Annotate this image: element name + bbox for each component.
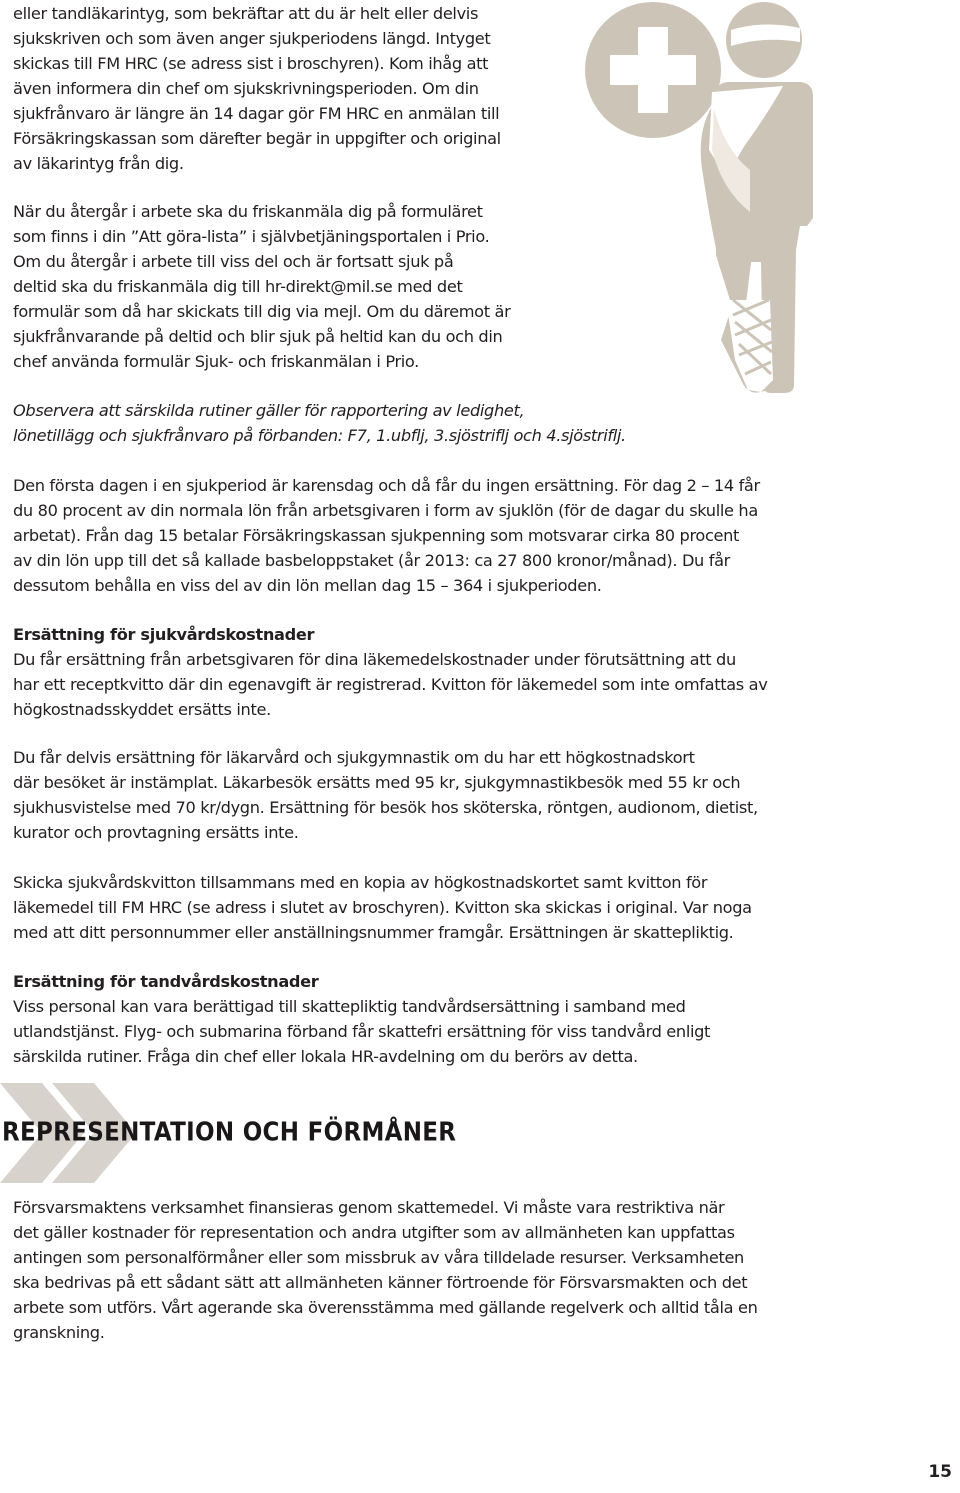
observe-note — [13, 398, 626, 448]
text-line: kurator och provtagning ersätts inte. — [13, 823, 299, 842]
text-line: du 80 procent av din normala lön från arbetsgivaren i form av sjuklön (för de dagar du skulle ha — [13, 501, 758, 520]
text-line: ska bedrivas på ett sådant sätt att allmänheten känner förtroende för Försvarsmakten och det — [13, 1273, 748, 1292]
text-line: sjukfrånvaro är längre än 14 dagar gör FM HRC en anmälan till — [13, 104, 500, 123]
intro-paragraph — [13, 1, 501, 176]
text-line: även informera din chef om sjukskrivningsperioden. Om din — [13, 79, 479, 98]
text-line: Om du återgår i arbete till viss del och är fortsatt sjuk på — [13, 252, 454, 271]
text-line: där besöket är instämplat. Läkarbesök ersätts med 95 kr, sjukgymnastikbesök med 55 kr och — [13, 773, 741, 792]
text-line: Observera att särskilda rutiner gäller för rapportering av ledighet, — [13, 401, 525, 420]
text-line: utlandstjänst. Flyg- och submarina förband får skattefri ersättning för viss tandvård enligt — [13, 1022, 711, 1041]
text-line: som finns i din ”Att göra-lista” i självbetjäningsportalen i Prio. — [13, 227, 490, 246]
text-line: sjukfrånvarande på deltid och blir sjuk på heltid kan du och din — [13, 327, 503, 346]
text-line: med att ditt personnummer eller anställningsnummer framgår. Ersättningen är skattepliktig. — [13, 923, 734, 942]
representation-paragraph — [13, 1195, 757, 1345]
text-line: läkemedel till FM HRC (se adress i slutet av broschyren). Kvitton ska skickas i original. Var noga — [13, 898, 752, 917]
text-line: sjukhusvistelse med 70 kr/dygn. Ersättning för besök hos sköterska, röntgen, audionom, dietist, — [13, 798, 758, 817]
text-line: skickas till FM HRC (se adress sist i broschyren). Kom ihåg att — [13, 54, 489, 73]
text-line: arbete som utförs. Vårt agerande ska överensstämma med gällande regelverk och alltid tåla en — [13, 1298, 758, 1317]
tandvard-section — [13, 969, 710, 1069]
text-line: Viss personal kan vara berättigad till skattepliktig tandvårdsersättning i samband med — [13, 997, 686, 1016]
text-line: granskning. — [13, 1323, 105, 1342]
injured-person-icon — [585, 0, 815, 395]
text-line: När du återgår i arbete ska du friskanmäla dig på formuläret — [13, 202, 483, 221]
return-to-work-paragraph — [13, 199, 510, 374]
text-line: särskilda rutiner. Fråga din chef eller lokala HR-avdelning om du berörs av detta. — [13, 1047, 638, 1066]
text-line: det gäller kostnader för representation och andra utgifter som av allmänheten kan uppfattas — [13, 1223, 735, 1242]
section-heading: Ersättning för tandvårdskostnader — [13, 972, 319, 991]
text-line: formulär som då har skickats till dig via mejl. Om du däremot är — [13, 302, 511, 321]
text-line: Skicka sjukvårdskvitton tillsammans med en kopia av högkostnadskortet samt kvitton för — [13, 873, 708, 892]
text-line: högkostnadsskyddet ersätts inte. — [13, 700, 271, 719]
kvitton-paragraph — [13, 870, 752, 945]
sjukvard-section — [13, 622, 767, 722]
page-number: 15 — [928, 1462, 952, 1482]
text-line: har ett receptkvitto där din egenavgift är registrerad. Kvitton för läkemedel som inte omfattas av — [13, 675, 768, 694]
text-line: Den första dagen i en sjukperiod är karensdag och då får du ingen ersättning. För dag 2 – 14 får — [13, 476, 760, 495]
lakarvard-paragraph — [13, 745, 758, 845]
text-line: chef använda formulär Sjuk- och friskanmälan i Prio. — [13, 352, 419, 371]
text-line: Försvarsmaktens verksamhet finansieras genom skattemedel. Vi måste vara restriktiva när — [13, 1198, 725, 1217]
text-line: Du får ersättning från arbetsgivaren för dina läkemedelskostnader under förutsättning att du — [13, 650, 736, 669]
text-line: lönetillägg och sjukfrånvaro på förbanden: F7, 1.ubflj, 3.sjöstriflj och 4.sjöstriflj. — [13, 426, 626, 445]
text-line: dessutom behålla en viss del av din lön mellan dag 15 – 364 i sjukperioden. — [13, 576, 602, 595]
text-line: deltid ska du friskanmäla dig till hr-direkt@mil.se med det — [13, 277, 463, 296]
text-line: antingen som personalförmåner eller som missbruk av våra tilldelade resurser. Verksamheten — [13, 1248, 744, 1267]
text-line: eller tandläkarintyg, som bekräftar att du är helt eller delvis — [13, 4, 479, 23]
text-line: sjukskriven och som även anger sjukperiodens längd. Intyget — [13, 29, 491, 48]
section-title: REPRESENTATION OCH FÖRMÅNER — [2, 1118, 457, 1148]
text-line: Försäkringskassan som därefter begär in uppgifter och original — [13, 129, 501, 148]
text-line: Du får delvis ersättning för läkarvård och sjukgymnastik om du har ett högkostnadskort — [13, 748, 695, 767]
section-heading: Ersättning för sjukvårdskostnader — [13, 625, 315, 644]
karensdag-paragraph — [13, 473, 760, 598]
text-line: arbetat). Från dag 15 betalar Försäkringskassan sjukpenning som motsvarar cirka 80 procent — [13, 526, 740, 545]
text-line: av din lön upp till det så kallade basbeloppstaket (år 2013: ca 27 800 kronor/månad). Du får — [13, 551, 730, 570]
text-line: av läkarintyg från dig. — [13, 154, 184, 173]
